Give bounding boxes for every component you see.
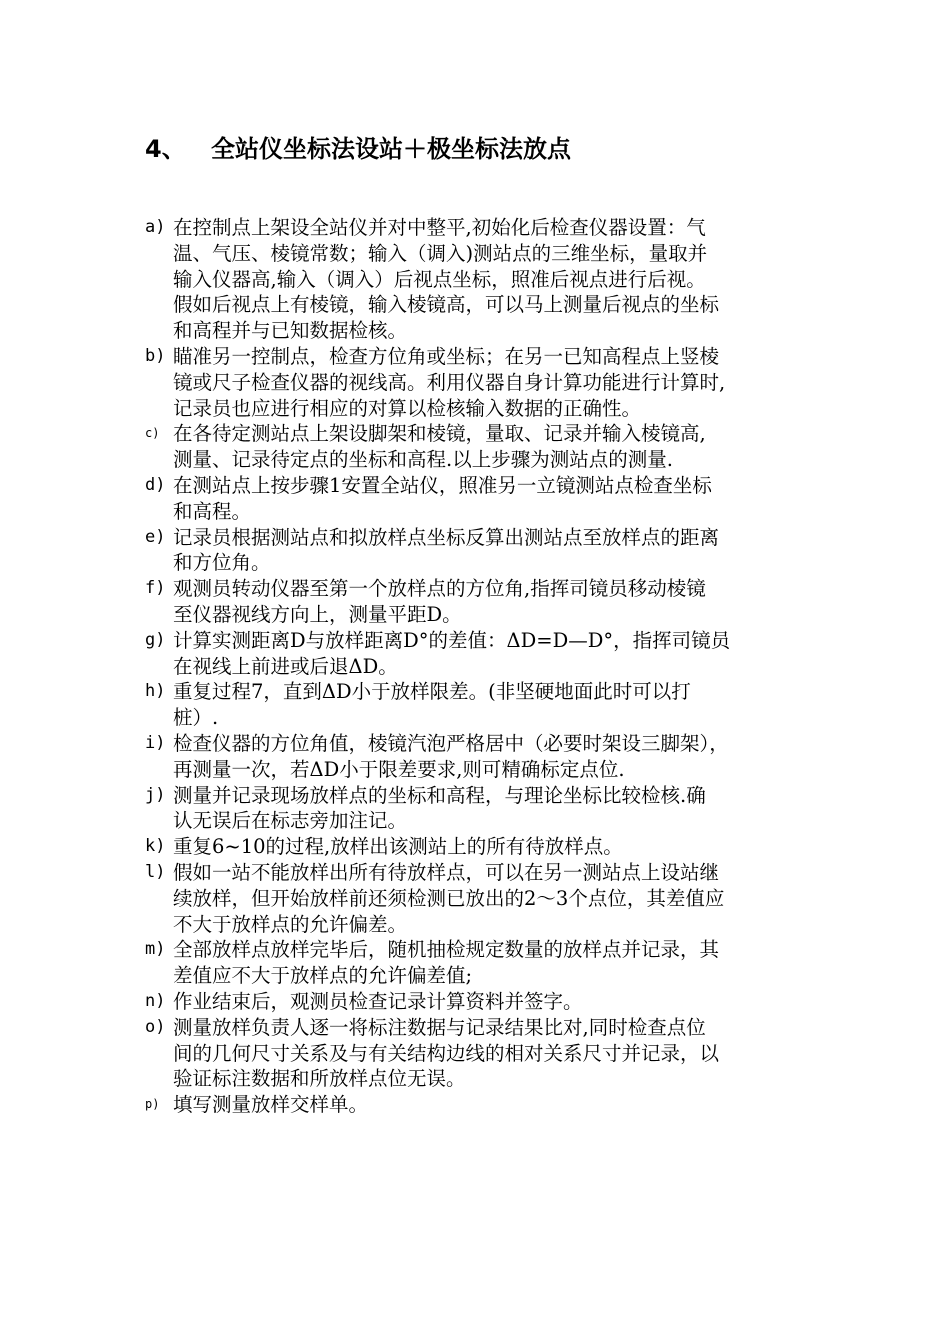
- list-item-marker: h): [145, 681, 166, 702]
- list-item: [145, 989, 825, 1015]
- section-title: 全站仪坐标法设站＋极坐标法放点: [211, 135, 571, 163]
- list-item-text-line: 桩）.: [173, 706, 219, 730]
- list-item-text-line: 填写测量放样交样单。: [173, 1093, 369, 1117]
- list-item: [145, 679, 825, 731]
- list-item: [145, 628, 825, 680]
- list-item-text-line: 差值应不大于放样点的允许偏差值;: [173, 964, 473, 988]
- list-item: [145, 525, 825, 577]
- list-item-text-line: 假如后视点上有棱镜，输入棱镜高，可以马上测量后视点的坐标: [173, 293, 720, 317]
- list-item: [145, 860, 825, 937]
- list-item: [145, 1092, 825, 1118]
- section-heading: [145, 131, 571, 167]
- list-item-text-line: 检查仪器的方位角值，棱镜汽泡严格居中（必要时架设三脚架），: [173, 731, 729, 755]
- list-item-text-line: 测量放样负责人逐一将标注数据与记录结果比对,同时检查点位: [173, 1015, 706, 1039]
- list-item-marker: o): [145, 1016, 166, 1037]
- list-item: [145, 421, 825, 473]
- list-item-marker: m): [145, 939, 166, 960]
- list-item-text-line: 测量并记录现场放样点的坐标和高程，与理论坐标比较检核.确: [173, 783, 706, 807]
- list-item-marker: i): [145, 732, 166, 753]
- list-item-text-line: 间的几何尺寸关系及与有关结构边线的相对关系尺寸并记录，以: [173, 1041, 720, 1065]
- list-item-marker: a): [145, 217, 166, 237]
- list-item-text-line: 在测站点上按步骤1安置全站仪，照准另一立镜测站点检查坐标: [173, 473, 712, 497]
- list-item-marker: p): [145, 1097, 160, 1112]
- list-item-text-line: 和方位角。: [173, 551, 271, 575]
- list-item-marker: e): [145, 526, 166, 547]
- section-number: 4、: [145, 135, 186, 163]
- list-item-marker: f): [145, 578, 166, 599]
- list-item-text-line: 全部放样点放样完毕后，随机抽检规定数量的放样点并记录，其: [173, 938, 720, 962]
- list-item-text-line: 再测量一次，若ΔD小于限差要求,则可精确标定点位.: [173, 757, 625, 781]
- list-item: [145, 783, 825, 835]
- list-item-marker: c): [145, 426, 160, 441]
- list-item-text-line: 镜或尺子检查仪器的视线高。利用仪器自身计算功能进行计算时,: [173, 370, 726, 394]
- list-item-marker: j): [145, 784, 166, 805]
- list-item-text-line: 和高程并与已知数据检核。: [173, 319, 408, 343]
- list-item-text-line: 瞄准另一控制点，检查方位角或坐标；在另一已知高程点上竖棱: [173, 344, 720, 368]
- list-item-marker: d): [145, 474, 166, 495]
- list-item-text-line: 观测员转动仪器至第一个放样点的方位角,指挥司镜员移动棱镜: [173, 577, 706, 601]
- list-item-marker: k): [145, 836, 166, 857]
- list-item-text-line: 在各待定测站点上架设脚架和棱镜，量取、记录并输入棱镜高,: [173, 422, 706, 446]
- list-item: [145, 834, 825, 860]
- list-item-text-line: 续放样，但开始放样前还须检测已放出的2～3个点位，其差值应: [173, 886, 725, 910]
- list-item-text-line: 温、气压、棱镜常数；输入（调入)测站点的三维坐标，量取并: [173, 241, 708, 265]
- list-item-text-line: 计算实测距离D与放样距离D°的差值：ΔD=D—D°，指挥司镜员: [173, 628, 731, 652]
- list-item: [145, 1015, 825, 1092]
- list-item-marker: b): [145, 345, 166, 366]
- list-item-marker: g): [145, 629, 166, 650]
- list-item-text-line: 重复过程7，直到ΔD小于放样限差。(非坚硬地面此时可以打: [173, 680, 691, 704]
- list-item-text-line: 测量、记录待定点的坐标和高程.以上步骤为测站点的测量.: [173, 448, 673, 472]
- list-item-text-line: 至仪器视线方向上，测量平距D。: [173, 602, 462, 626]
- list-item: [145, 215, 825, 344]
- list-item-text-line: 作业结束后，观测员检查记录计算资料并签字。: [173, 989, 583, 1013]
- list-item-text-line: 在视线上前进或后退ΔD。: [173, 654, 398, 678]
- list-item-text-line: 在控制点上架设全站仪并对中整平,初始化后检查仪器设置：气: [173, 216, 706, 239]
- list-item-text-line: 重复6~10的过程,放样出该测站上的所有待放样点。: [173, 835, 623, 859]
- list-item-text-line: 假如一站不能放样出所有待放样点，可以在另一测站点上设站继: [173, 860, 720, 884]
- list-item-text-line: 验证标注数据和所放样点位无误。: [173, 1067, 466, 1091]
- list-item-text-line: 不大于放样点的允许偏差。: [173, 912, 408, 936]
- list-item-text-line: 记录员根据测站点和拟放样点坐标反算出测站点至放样点的距离: [173, 525, 720, 549]
- list-item-marker: l): [145, 861, 166, 882]
- list-item-text-line: 认无误后在标志旁加注记。: [173, 809, 408, 833]
- list-item-text-line: 记录员也应进行相应的对算以检核输入数据的正确性。: [173, 396, 642, 420]
- list-item: [145, 576, 825, 628]
- list-item-marker: n): [145, 990, 166, 1011]
- list-item-text-line: 输入仪器高,输入（调入）后视点坐标，照准后视点进行后视。: [173, 267, 706, 291]
- list-item: [145, 937, 825, 989]
- procedure-list: [145, 215, 825, 1118]
- list-item-text-line: 和高程。: [173, 499, 252, 523]
- list-item: [145, 473, 825, 525]
- list-item: [145, 731, 825, 783]
- list-item: [145, 344, 825, 421]
